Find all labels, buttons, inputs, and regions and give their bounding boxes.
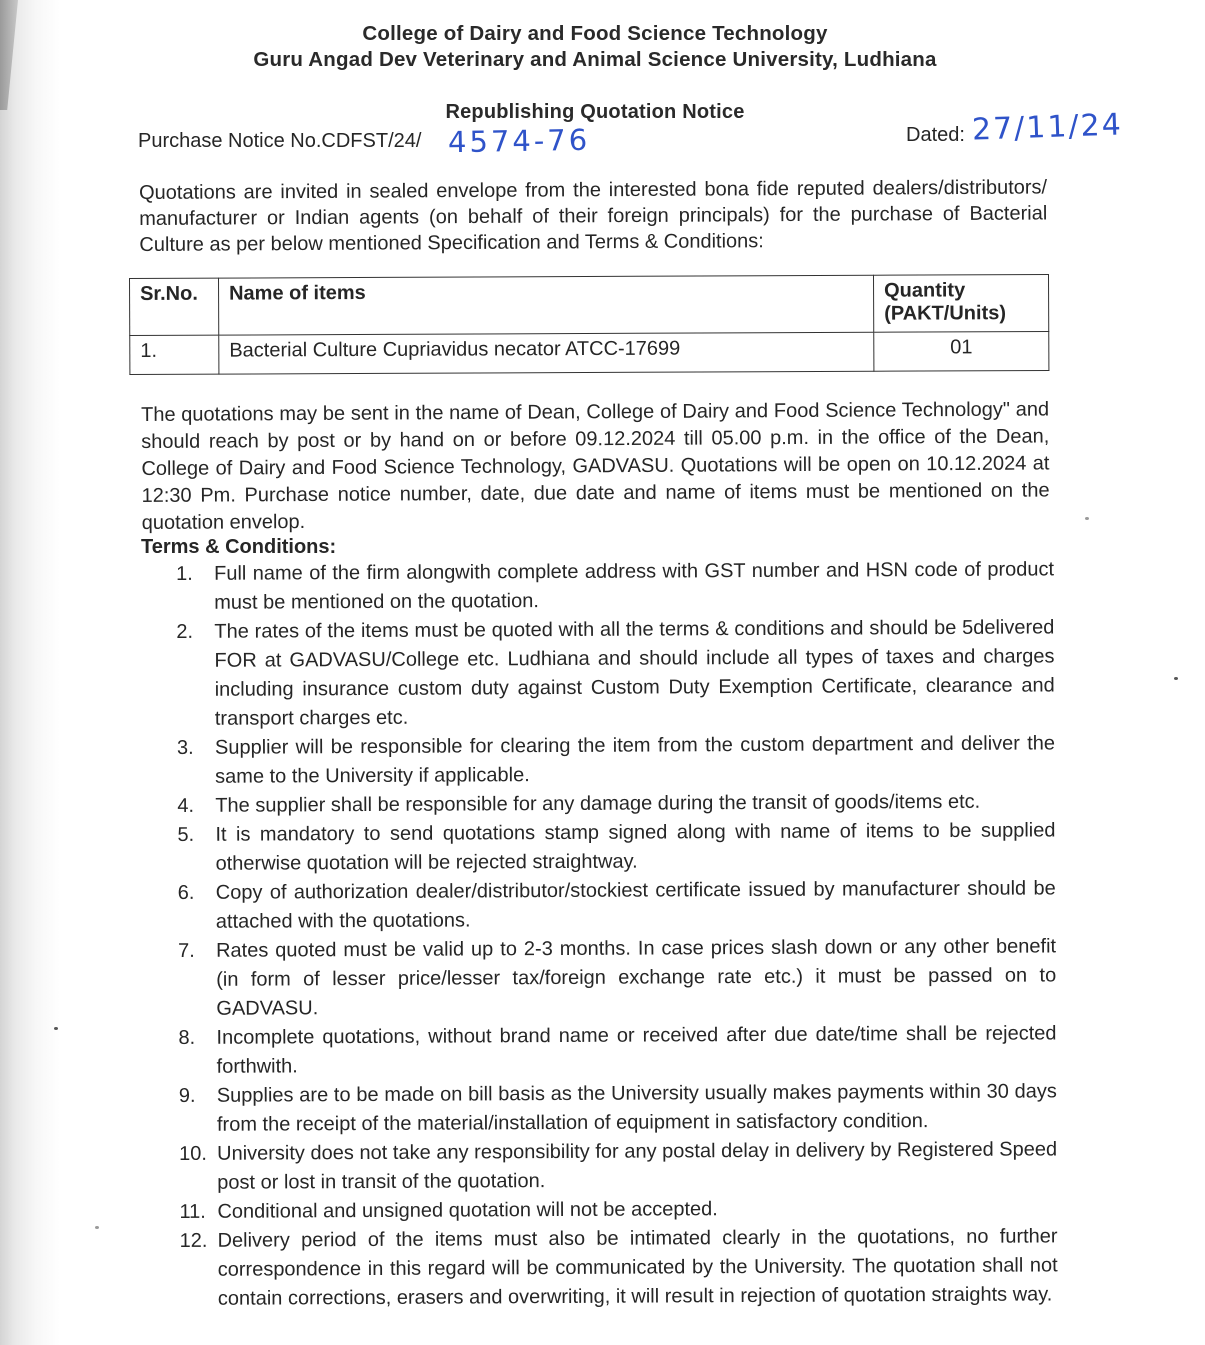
term-number: 3. xyxy=(176,736,194,759)
header-sr-no: Sr.No. xyxy=(130,278,219,335)
list-item xyxy=(175,729,1055,792)
list-item xyxy=(175,816,1055,879)
scan-speck xyxy=(1085,517,1089,520)
term-number: 1. xyxy=(176,562,193,585)
cell-item-name: Bacterial Culture Cupriavidus necator ATCC-17699 xyxy=(219,332,874,374)
term-text: It is mandatory to send quotations stamp signed along with name of items to be supplied otherwise quotation will be rejected straightway. xyxy=(215,819,1056,875)
list-item xyxy=(174,555,1054,618)
scan-speck xyxy=(54,1027,58,1030)
university-name: Guru Angad Dev Veterinary and Animal Science University, Ludhiana xyxy=(253,48,937,71)
table-header-row xyxy=(130,274,1049,335)
submission-paragraph: The quotations may be sent in the name of Dean, College of Dairy and Food Science Technology" and should reach by post or by hand on or before 09.12.2024 till 05.00 p.m. in the office of the Dean, College of Dairy and Food Science Technology, GADVASU. Quotations will be open on 10.12.2024 at 12:30 Pm. Purchase notice number, date, due date and name of items must be mentioned on the quotation envelop. xyxy=(141,398,1050,534)
items-table xyxy=(129,274,1049,375)
term-number: 8. xyxy=(178,1026,196,1049)
term-number: 9. xyxy=(178,1084,196,1107)
college-name: College of Dairy and Food Science Technology xyxy=(362,22,828,45)
term-text: The rates of the items must be quoted with all the terms & conditions and should be 5delivered FOR at GADVASU/College etc. Ludhiana and should include all types of taxes and charges including insurance custom duty against Custom Duty Exemption Certificate, clearance and transport charges etc. xyxy=(214,616,1055,730)
intro-paragraph: Quotations are invited in sealed envelope from the interested bona fide reputed dealers/distributors/ manufacturer or Indian agents (on behalf of their foreign principals) for the purchase of Bacterial Culture as per below mentioned Specification and Terms & Conditions: xyxy=(139,176,1048,256)
list-item xyxy=(175,787,1055,821)
purchase-notice-label: Purchase Notice No.CDFST/24/ xyxy=(138,130,422,152)
list-item xyxy=(177,1193,1057,1227)
term-text: Copy of authorization dealer/distributor/stockiest certificate issued by manufacturer should be attached with the quotations. xyxy=(215,877,1056,933)
list-item xyxy=(174,613,1055,734)
scan-speck xyxy=(1174,677,1178,680)
term-text: Delivery period of the items must also be intimated clearly in the quotations, no further correspondence in this regard will be communicated by the University. The quotation shall not contain corrections, erasers and overwriting, it will result in rejection of quotation straights way. xyxy=(217,1225,1058,1310)
term-text: Full name of the firm alongwith complete address with GST number and HSN code of product must be mentioned on the quotation. xyxy=(214,558,1055,614)
term-number: 4. xyxy=(177,794,195,817)
term-number: 12. xyxy=(179,1229,208,1252)
term-text: Supplier will be responsible for clearing the item from the custom department and deliver the same to the University if applicable. xyxy=(214,732,1056,788)
term-text: Incomplete quotations, without brand name or received after due date/time shall be rejected forthwith. xyxy=(216,1022,1057,1078)
header-quantity: Quantity (PAKT/Units) xyxy=(873,274,1048,332)
term-text: Supplies are to be made on bill basis as the University usually makes payments within 30 days from the receipt of the material/installation of equipment in satisfactory condition. xyxy=(216,1080,1057,1136)
notice-title: Republishing Quotation Notice xyxy=(445,101,745,123)
dated-label: Dated: xyxy=(906,124,965,146)
cell-quantity: 01 xyxy=(874,331,1049,371)
list-item xyxy=(177,1222,1057,1314)
handwritten-date: 27/11/24 xyxy=(971,107,1124,148)
term-text: The supplier shall be responsible for any damage during the transit of goods/items etc. xyxy=(215,790,981,817)
list-item xyxy=(177,1077,1057,1140)
list-item xyxy=(176,874,1056,937)
list-item xyxy=(176,1019,1056,1082)
list-item xyxy=(176,932,1056,1024)
scan-speck xyxy=(95,1226,99,1229)
list-item xyxy=(177,1135,1057,1198)
terms-title: Terms & Conditions: xyxy=(141,536,337,558)
term-text: Conditional and unsigned quotation will not be accepted. xyxy=(217,1198,718,1223)
term-text: Rates quoted must be valid up to 2-3 months. In case prices slash down or any other benefit (in form of lesser price/lesser tax/foreign exchange rate etc.) it must be passed on to GADVASU. xyxy=(215,935,1057,1020)
cell-sr-no: 1. xyxy=(130,335,219,374)
term-number: 5. xyxy=(177,823,195,846)
table-row xyxy=(130,331,1049,374)
header-item-name: Name of items xyxy=(219,275,874,335)
term-number: 7. xyxy=(177,939,195,962)
term-text: University does not take any responsibility for any postal delay in delivery by Registered Speed post or lost in transit of the quotation. xyxy=(217,1138,1058,1194)
term-number: 2. xyxy=(176,620,194,643)
term-number: 10. xyxy=(179,1142,207,1165)
term-number: 6. xyxy=(177,881,195,904)
term-number: 11. xyxy=(179,1200,206,1223)
handwritten-notice-number: 4574-76 xyxy=(447,122,591,160)
terms-list xyxy=(174,555,1058,1314)
